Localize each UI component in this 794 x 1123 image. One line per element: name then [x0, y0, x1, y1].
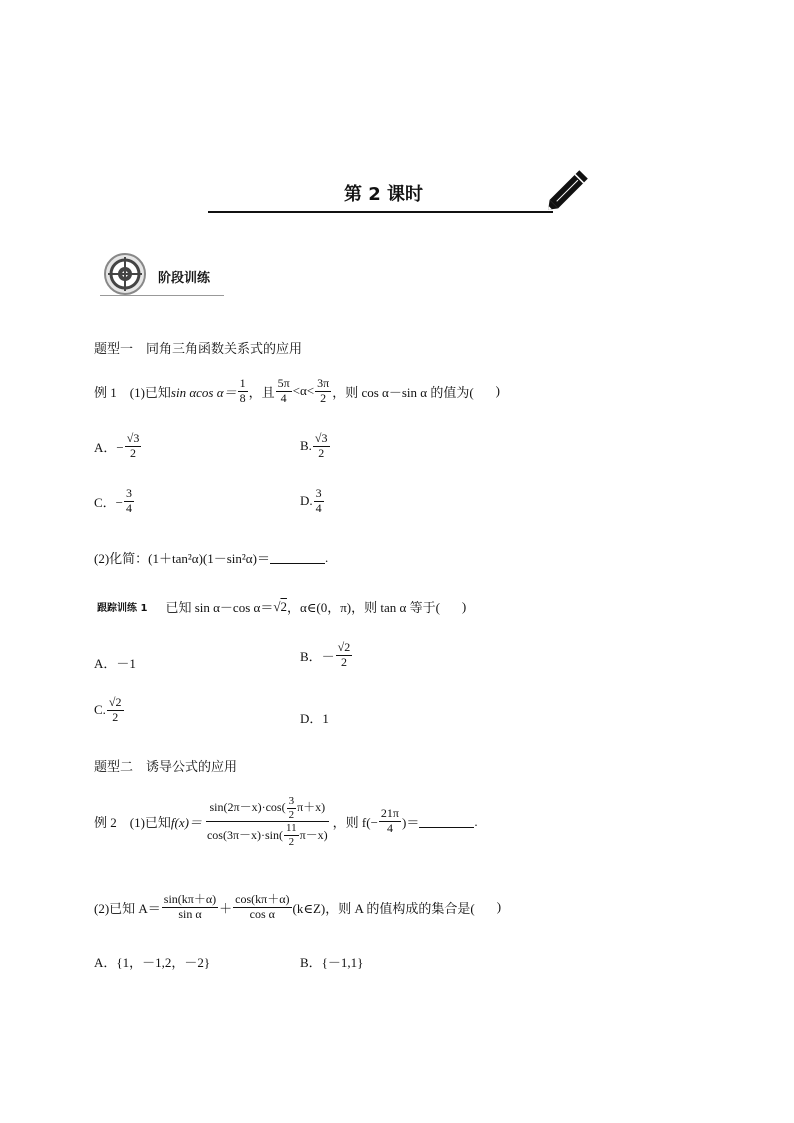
- option-c: C. $\frac{√2}{2}$: [94, 695, 122, 724]
- example-2-part-2: (2)已知 A＝ $\frac{\sin(k\pi+\alpha)}{\text{sin α}}$ ＋ $\frac{\cos(k\pi+\alpha)}{\text{cos α}}$ (k∈Z)，则 A 的值构成的集合是( ): [94, 892, 502, 921]
- option-a: A．− $\frac{√3}{2}$: [94, 431, 140, 460]
- option-d: D．1: [300, 711, 329, 726]
- fraction: $\frac{√3}{2}$: [314, 431, 328, 460]
- fraction: $\frac{3\pi}{2}$: [317, 376, 330, 405]
- example-1-part-2: (2)化简：(1＋tan²α)(1－sin²α)＝ .: [94, 549, 329, 566]
- inequality: <α<: [292, 383, 315, 399]
- pencil-icon: [540, 162, 596, 218]
- answer-blank: [419, 815, 474, 828]
- section-title: 题型二 诱导公式的应用: [94, 760, 238, 775]
- badge-label: 阶段训练: [158, 271, 211, 286]
- fraction: $\frac{3}{4}$: [126, 486, 133, 515]
- tracking-exercise-1: 跟踪训练 1 已知 sin α－cos α＝ √ 2 ，α∈(0，π)，则 tan α 等于( ): [97, 598, 467, 615]
- fraction: $\frac{5\pi}{4}$: [277, 376, 290, 405]
- section-title: 题型一 同角三角函数关系式的应用: [94, 342, 303, 357]
- fraction: $\frac{1}{8}$: [239, 376, 246, 405]
- option-b: B. $\frac{√3}{2}$: [300, 431, 328, 460]
- fraction: $\frac{\sin(k\pi+\alpha)}{\text{sin α}}$: [163, 892, 217, 921]
- text-segment: ，且: [248, 384, 275, 400]
- answer-blank: [270, 551, 325, 564]
- option-b: B．－ $\frac{√2}{2}$: [300, 640, 351, 669]
- example-2-question: 例 2 (1)已知 f(x)＝ sin(2π－x)·cos( $\frac{3}{2}$ π＋x) cos(3π－x)·sin( $\frac{11}{2}$ π－x) ，则 f(− $\frac{21\pi}{4}$ )＝ .: [94, 795, 478, 848]
- option-d: D. $\frac{3}{4}$: [300, 486, 322, 515]
- fraction: sin(2π－x)·cos( $\frac{3}{2}$ π＋x) cos(3π－x)·sin( $\frac{11}{2}$ π－x): [206, 795, 328, 848]
- fraction: $\frac{21\pi}{4}$: [380, 806, 399, 836]
- text-segment: ，则 cos α－sin α 的值为(: [332, 384, 474, 400]
- fraction: $\frac{√2}{2}$: [337, 640, 351, 669]
- fraction: $\frac{√2}{2}$: [108, 695, 122, 724]
- close-paren: ): [495, 383, 500, 399]
- option-b: B．{－1,1}: [300, 955, 364, 970]
- example-1-question: [94, 377, 500, 406]
- fraction: $\frac{3}{4}$: [315, 486, 322, 515]
- title-underline: [208, 211, 553, 213]
- badge-underline: [100, 295, 224, 296]
- sqrt-symbol: √: [273, 598, 281, 614]
- option-c: C．− $\frac{3}{4}$: [94, 486, 133, 515]
- math-expr: sin αcos α＝: [170, 384, 237, 400]
- fraction: $\frac{√3}{2}$: [126, 431, 140, 460]
- page-title: 第 2 课时: [344, 184, 424, 205]
- option-a: A．－1: [94, 656, 136, 671]
- exercise-tag: 跟踪训练 1: [97, 603, 148, 614]
- example-label: 例 1 (1)已知: [94, 384, 171, 400]
- option-a: A．{1，－1,2，－2}: [94, 955, 211, 970]
- fraction: $\frac{\cos(k\pi+\alpha)}{\text{cos α}}$: [235, 892, 290, 921]
